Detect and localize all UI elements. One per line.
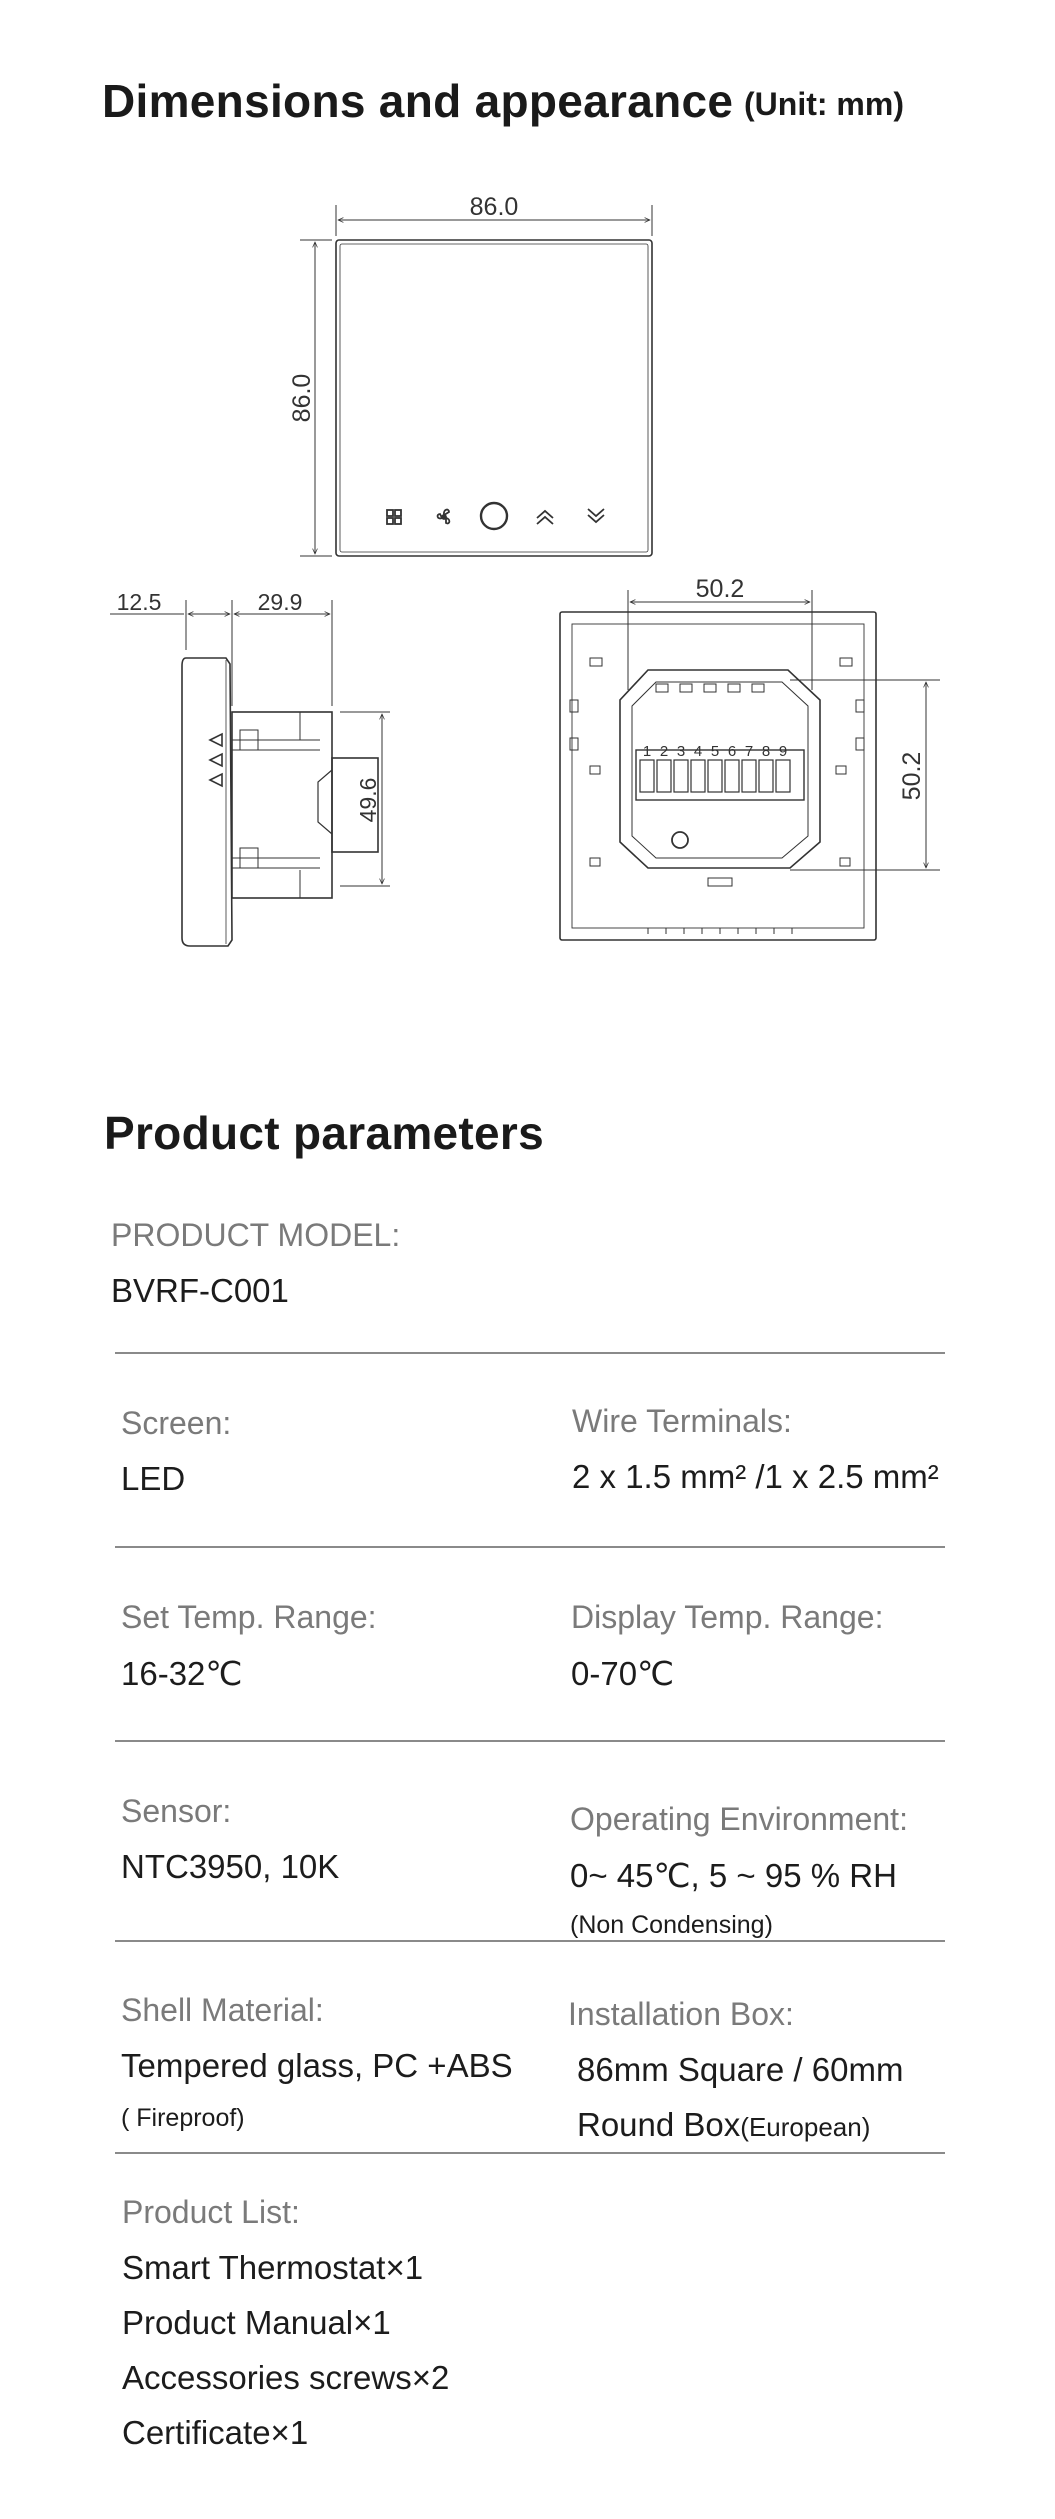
side-body-dim: 29.9 <box>257 589 303 615</box>
front-height-dim: 86.0 <box>288 373 316 423</box>
set-temp-value: 16-32℃ <box>121 1655 243 1692</box>
terminal-number: 9 <box>778 743 788 760</box>
display-temp-value: 0-70℃ <box>571 1655 675 1692</box>
dimension-drawings <box>0 0 1055 1000</box>
terminal-number: 8 <box>761 743 771 760</box>
power-icon <box>481 503 507 529</box>
dimensions-title: Dimensions and appearance <box>102 75 734 127</box>
environment-label: Operating Environment: <box>570 1801 908 1837</box>
terminal-number: 4 <box>693 743 703 760</box>
screen-label: Screen: <box>121 1405 232 1441</box>
divider <box>115 1546 945 1548</box>
terminal-number: 2 <box>659 743 669 760</box>
terminal-number: 3 <box>676 743 686 760</box>
shell-material-label: Shell Material: <box>121 1992 324 2028</box>
product-list-item: Certificate×1 <box>122 2414 309 2451</box>
divider <box>115 1940 945 1942</box>
shell-material-note: ( Fireproof) <box>121 2104 245 2132</box>
installation-box-value: 86mm Square / 60mm <box>577 2051 904 2088</box>
side-height-dim: 49.6 <box>355 777 381 823</box>
back-width-dim: 50.2 <box>695 575 745 603</box>
shell-material-value: Tempered glass, PC +ABS <box>121 2047 513 2084</box>
terminal-number: 5 <box>710 743 720 760</box>
environment-note: (Non Condensing) <box>570 1911 773 1939</box>
environment-value: 0~ 45℃, 5 ~ 95 % RH <box>570 1857 897 1894</box>
front-width-dim: 86.0 <box>469 193 519 221</box>
display-temp-label: Display Temp. Range: <box>571 1599 884 1635</box>
terminal-number: 7 <box>744 743 754 760</box>
mode-icon <box>387 510 401 524</box>
sensor-label: Sensor: <box>121 1793 232 1829</box>
wire-terminals-label: Wire Terminals: <box>572 1403 792 1439</box>
terminal-numbers <box>643 743 787 760</box>
sensor-value: NTC3950, 10K <box>121 1848 340 1885</box>
installation-box-label: Installation Box: <box>568 1996 794 2032</box>
product-list-label: Product List: <box>122 2194 300 2230</box>
parameters-title: Product parameters <box>104 1107 544 1159</box>
screen-value: LED <box>121 1460 186 1497</box>
divider <box>115 2152 945 2154</box>
installation-box-value-2 <box>577 2106 870 2144</box>
product-list-item: Accessories screws×2 <box>122 2359 450 2396</box>
down-icon <box>588 509 604 522</box>
up-icon <box>537 511 553 524</box>
fan-icon <box>438 510 450 524</box>
back-height-dim: 50.2 <box>898 751 926 801</box>
terminal-number: 1 <box>642 743 652 760</box>
side-view <box>110 600 390 946</box>
set-temp-label: Set Temp. Range: <box>121 1599 377 1635</box>
divider <box>115 1740 945 1742</box>
wire-terminals-value: 2 x 1.5 mm² /1 x 2.5 mm² <box>572 1458 939 1495</box>
model-label: PRODUCT MODEL: <box>111 1217 401 1253</box>
front-view <box>300 205 652 556</box>
front-panel-outline <box>336 240 652 556</box>
product-list-item: Smart Thermostat×1 <box>122 2249 424 2286</box>
side-glass-dim: 12.5 <box>116 589 162 615</box>
terminal-number: 6 <box>727 743 737 760</box>
model-value: BVRF-C001 <box>111 1272 289 1309</box>
unit-note: (Unit: mm) <box>744 86 904 122</box>
back-view <box>560 590 940 940</box>
product-list-item: Product Manual×1 <box>122 2304 391 2341</box>
divider <box>115 1352 945 1354</box>
installation-box-note: (European) <box>740 2112 871 2142</box>
installation-box-round: Round Box <box>577 2106 741 2143</box>
